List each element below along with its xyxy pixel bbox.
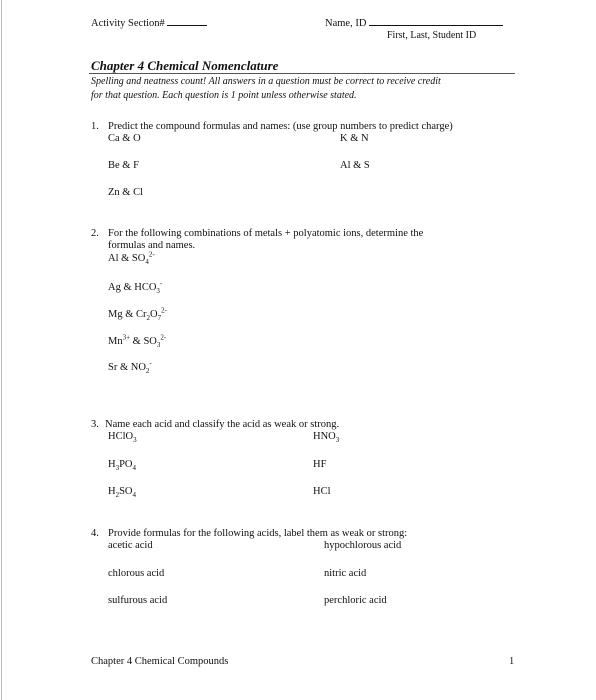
q1-item: Be & F [108,160,139,171]
name-id-hint: First, Last, Student ID [387,30,477,41]
footer-chapter-title: Chapter 4 Chemical Compounds [91,656,229,667]
q1-item: K & N [340,133,369,144]
activity-section-field [91,16,207,29]
q1-item: Ca & O [108,133,141,144]
q2-prompt-line-2: formulas and names. [108,240,196,251]
name-id-label: Name, ID [325,18,367,29]
q1-item: Al & S [340,160,370,171]
q1-item: Zn & Cl [108,187,144,198]
q4-item: perchloric acid [324,595,387,606]
q3-prompt: Name each acid and classify the acid as weak or strong. [105,419,340,430]
q4-number: 4. [91,528,99,539]
q4-prompt: Provide formulas for the following acids, label them as weak or strong: [108,528,408,539]
q1-prompt: Predict the compound formulas and names: (use group numbers to predict charge) [108,121,453,132]
q4-item: nitric acid [324,568,367,579]
q4-item: acetic acid [108,540,153,551]
q2-item: Sr & $NO_2^-$ [108,359,152,376]
name-id-blank [369,16,503,26]
q3-item: $HNO_3$ [313,431,340,445]
page-title: Chapter 4 Chemical Nomenclature [91,58,279,73]
q4-item: sulfurous acid [108,595,168,606]
q3-number: 3. [91,419,99,430]
q3-item: HClO$_3$ [108,431,137,445]
q4-item: chlorous acid [108,568,165,579]
q3-item: $H_3PO_4$ [108,459,137,473]
q3-item: $H_2SO_4$ [108,486,137,500]
page-number: 1 [509,656,515,667]
q2-item: $Mn^{3+}$ & $SO_3^{2-}$ [108,333,167,350]
q1-number: 1. [91,121,99,132]
q2-number: 2. [91,228,99,239]
page-left-border [1,0,2,700]
name-id-field [325,16,503,29]
activity-section-label: Activity Section# [91,18,165,29]
q2-prompt-line-1: For the following combinations of metals + polyatomic ions, determine the [108,228,424,239]
intro-line-2: for that question. Each question is 1 point unless otherwise stated. [91,90,357,101]
q2-item: Mg & $Cr_2O_7^{2-}$ [108,306,167,323]
intro-line-1: Spelling and neatness count! All answers in a question must be correct to receive credit [91,76,441,87]
q2-item: Al & $SO_4^{2-}$ [108,250,155,267]
q4-item: hypochlorous acid [324,540,402,551]
title-underline [89,73,515,74]
q2-item: Ag & $HCO_3^-$ [108,279,163,296]
activity-section-blank [167,16,207,26]
q3-item: HF [313,459,327,470]
q3-item: HCl [313,486,331,497]
